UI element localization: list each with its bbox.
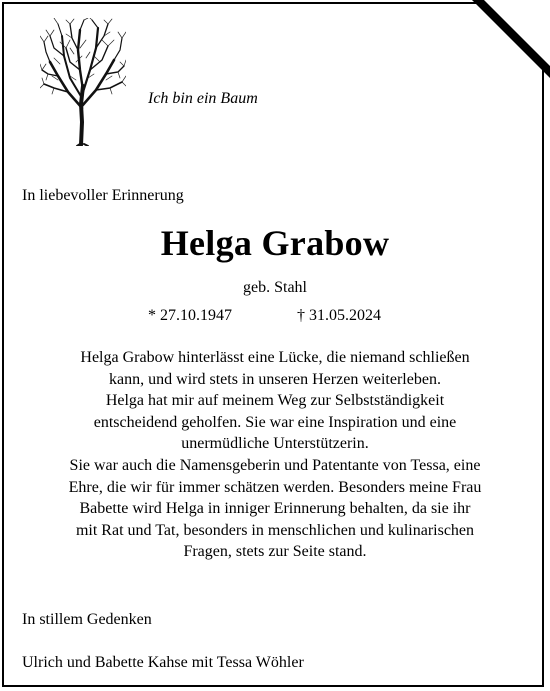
maiden-name: geb. Stahl <box>243 279 307 296</box>
tribute-line: Sie war auch die Namensgeberin und Patentante von Tessa, eine <box>69 456 481 474</box>
mourning-band-gap <box>484 0 550 66</box>
tribute-line: Fragen, stets zur Seite stand. <box>183 543 367 561</box>
life-dates <box>148 307 408 325</box>
tribute-line: Ehre, die wir für immer schätzen werden. Besonders meine Frau <box>68 478 482 496</box>
closing-text: In stillem Gedenken <box>22 611 152 628</box>
tribute-line: entscheidend geholfen. Sie war eine Inspiration und eine <box>93 413 457 431</box>
tribute-line: Helga hat mir auf meinem Weg zur Selbstständigkeit <box>105 392 445 410</box>
death-date: † 31.05.2024 <box>297 307 381 324</box>
motto: Ich bin ein Baum <box>148 90 258 107</box>
tribute-line: Babette wird Helga in inniger Erinnerung behalten, da sie ihr <box>79 500 471 518</box>
tribute-line: kann, und wird stets in unseren Herzen weiterleben. <box>109 370 441 388</box>
signature: Ulrich und Babette Kahse mit Tessa Wöhler <box>22 654 304 671</box>
intro-text: In liebevoller Erinnerung <box>22 187 184 204</box>
tribute-line: mit Rat und Tat, besonders in menschlichen und kulinarischen <box>75 521 475 539</box>
birth-date: * 27.10.1947 <box>148 307 232 324</box>
deceased-name: Helga Grabow <box>160 223 390 263</box>
tribute-line: unermüdliche Unterstützerin. <box>181 435 369 453</box>
tribute-text <box>20 347 530 563</box>
bare-tree-icon <box>40 18 126 146</box>
tribute-line: Helga Grabow hinterlässt eine Lücke, die niemand schließen <box>80 349 470 366</box>
